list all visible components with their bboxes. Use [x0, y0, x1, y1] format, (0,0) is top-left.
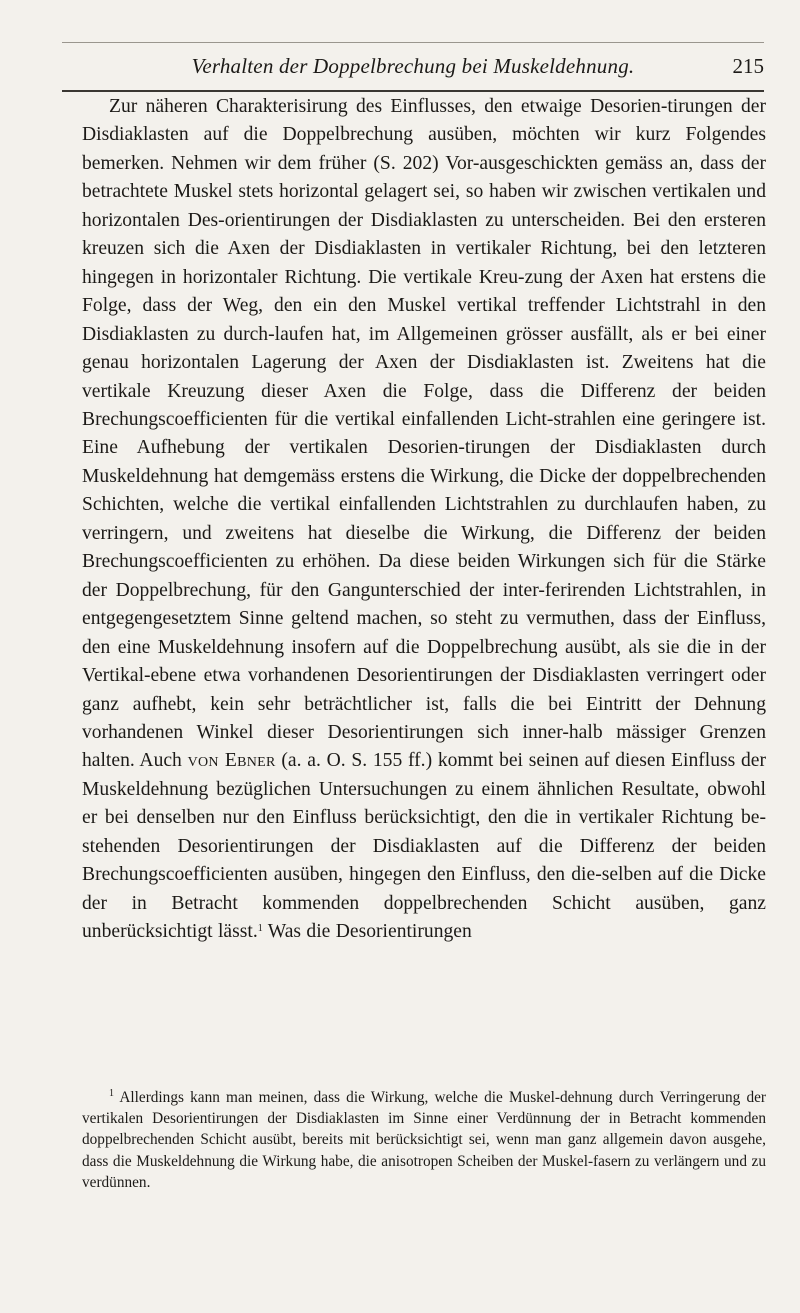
body-text-part3: Was die Desorientirungen [262, 921, 472, 943]
page-number: 215 [732, 54, 764, 78]
body-text-part1: Zur näheren Charakterisirung des Einflusses, den etwaige Desorien-tirungen der Disdiaklasten auf die Doppelbrechung ausüben, möchten wir kurz Folgendes bemerken. Nehmen wir dem früher (S. 202) Vor-ausgeschickten gemäss an, dass der betrachtete Muskel stets horizontal gelagert sei, so haben wir zwischen vertikalen und horizontalen Des-orientirungen der Disdiaklasten zu unterscheiden. Bei den ersteren kreuzen sich die Axen der Disdiaklasten in vertikaler Richtung, bei den letzteren hingegen in horizontaler Richtung. Die vertikale Kreu-zung der Axen hat erstens die Folge, dass der Weg, den ein den Muskel vertikal treffender Lichtstrahl in den Disdiaklasten zu durch-laufen hat, im Allgemeinen grösser ausfällt, als er bei einer genau horizontalen Lagerung der Axen der Disdiaklasten ist. Zweitens hat die vertikale Kreuzung dieser Axen die Folge, dass die Differenz der beiden Brechungscoefficienten für die vertikal einfallenden Licht-strahlen eine geringere ist. Eine Aufhebung der vertikalen Desorien-tirungen der Disdiaklasten durch Muskeldehnung hat demgemäss erstens die Wirkung, die Dicke der doppelbrechenden Schichten, welche die vertikal einfallenden Lichtstrahlen zu durchlaufen haben, zu verringern, und zweitens hat dieselbe die Wirkung, die Differenz der beiden Brechungscoefficienten zu erhöhen. Da diese beiden Wirkungen sich für die Stärke der Doppelbrechung, für den Gangunterschied der inter-ferirenden Lichtstrahlen, in entgegengesetztem Sinne geltend machen, so steht zu vermuthen, dass der Einfluss, den eine Muskeldehnung insofern auf die Doppelbrechung ausübt, als sie die in der Vertikal-ebene etwa vorhandenen Desorientirungen der Disdiaklasten verringert oder ganz aufhebt, kein sehr beträchtlicher ist, falls die bei Eintritt der Dehnung vorhandenen Winkel dieser Desorientirungen sich inner-halb mässiger Grenzen halten. Auch [82, 96, 766, 772]
running-header [62, 46, 764, 86]
header-top-rule [62, 42, 764, 43]
author-name: von Ebner [187, 750, 276, 772]
running-title: Verhalten der Doppelbrechung bei Muskeldehnung. [191, 54, 635, 78]
footnote-reference[interactable]: 1 [257, 923, 263, 935]
body-paragraph [82, 93, 766, 947]
footnote [82, 1087, 766, 1193]
body-text-part2: (a. a. O. S. 155 ff.) kommt bei seinen auf diesen Einfluss der Muskeldehnung bezüglichen Untersuchungen zu einem ähnlichen Resultate, obwohl er bei denselben nur den Einfluss berücksichtigt, den die in vertikaler Richtung be-stehenden Desorientirungen der Disdiaklasten auf die Differenz der beiden Brechungscoefficienten ausüben, hingegen den Einfluss, den die-selben auf die Dicke der in Betracht kommenden doppelbrechenden Schicht ausüben, ganz unberücksichtigt lässt. [82, 750, 767, 943]
footnote-marker: 1 [109, 1088, 114, 1099]
footnote-text: Allerdings kann man meinen, dass die Wirkung, welche die Muskel-dehnung durch Verringerung der vertikalen Desorientirungen der Disdiaklasten im Sinne einer Verdünnung der in Betracht kommenden doppelbrechenden Schicht ausübt, bereits mit berücksichtigt sei, wenn man ganz allgemein davon ausgehe, dass die Muskeldehnung die Wirkung habe, die anisotropen Scheiben der Muskel-fasern zu verlängern und zu verdünnen. [82, 1089, 766, 1191]
header-bottom-rule [62, 90, 764, 92]
